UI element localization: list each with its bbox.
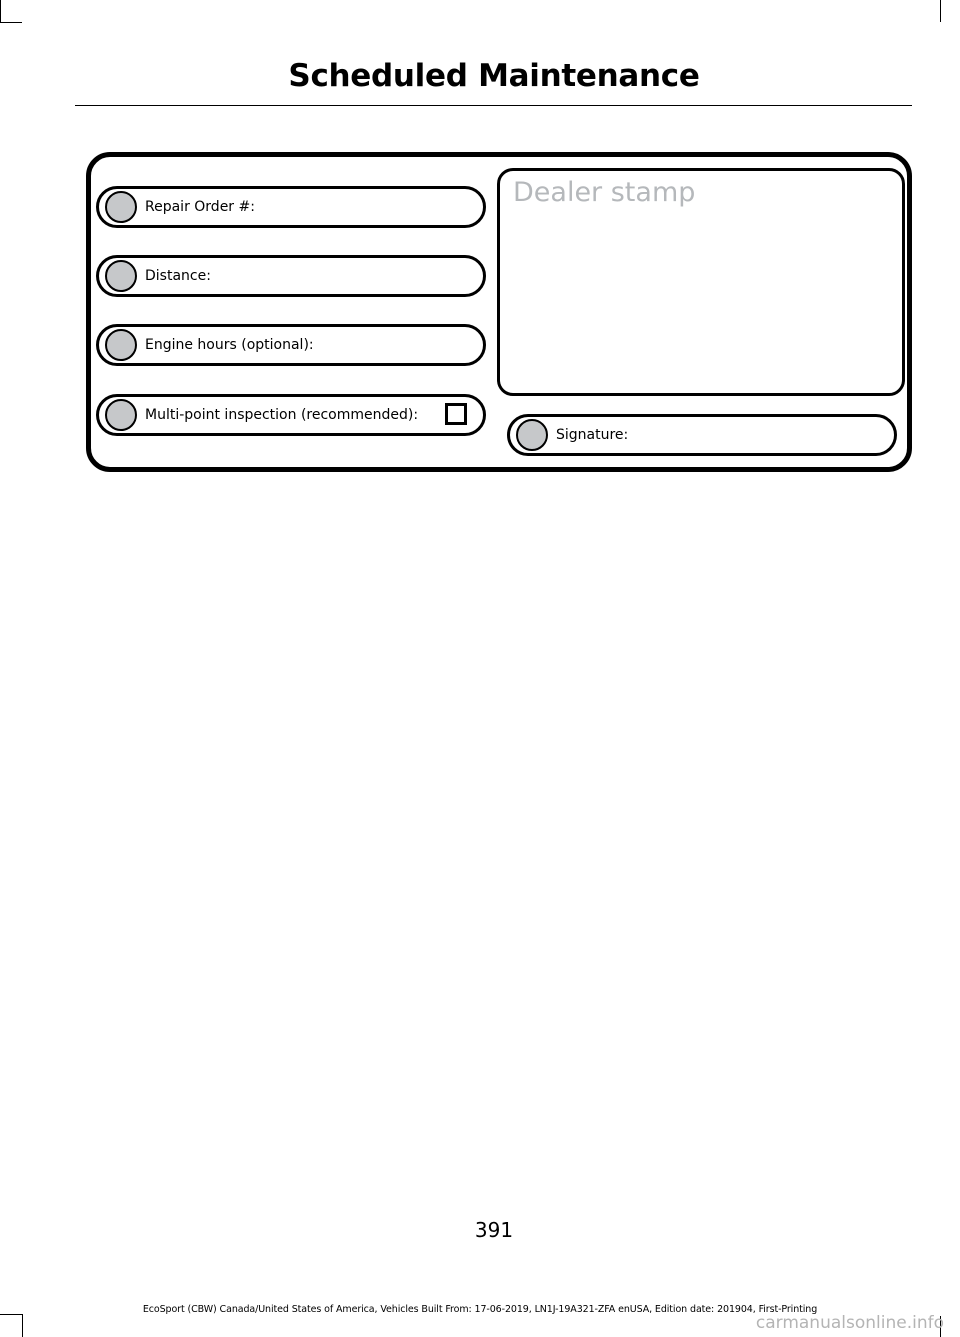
dealer-stamp-box [497, 168, 905, 396]
crop-mark-top-left [0, 22, 22, 23]
footer-text: EcoSport (CBW) Canada/United States of America, Vehicles Built From: 17-06-2019, LN1J-19A321-ZFA enUSA, Edition date: 201904, First-Printing [142, 1304, 818, 1315]
page-number: 391 [474, 1218, 514, 1242]
circle-marker-icon [105, 191, 137, 223]
repair-order-label: Repair Order #: [145, 199, 255, 215]
page-title: Scheduled Maintenance [288, 58, 700, 94]
circle-marker-icon [516, 419, 548, 451]
signature-field[interactable] [507, 414, 897, 456]
engine-hours-label: Engine hours (optional): [145, 337, 314, 353]
repair-order-field[interactable] [96, 186, 486, 228]
inspection-checkbox[interactable] [445, 403, 467, 425]
inspection-label: Multi-point inspection (recommended): [145, 407, 419, 423]
engine-hours-field[interactable] [96, 324, 486, 366]
distance-field[interactable] [96, 255, 486, 297]
distance-label: Distance: [145, 268, 211, 284]
circle-marker-icon [105, 329, 137, 361]
signature-label: Signature: [556, 427, 629, 443]
header-rule [75, 105, 912, 106]
circle-marker-icon [105, 260, 137, 292]
dealer-stamp-label: Dealer stamp [513, 177, 696, 208]
crop-mark-bottom-left [22, 1314, 23, 1337]
crop-mark-top-right [940, 0, 941, 22]
crop-mark-top-left [0, 0, 1, 22]
watermark: carmanualsonline.info [755, 1313, 944, 1333]
circle-marker-icon [105, 399, 137, 431]
inspection-field[interactable] [96, 394, 486, 436]
